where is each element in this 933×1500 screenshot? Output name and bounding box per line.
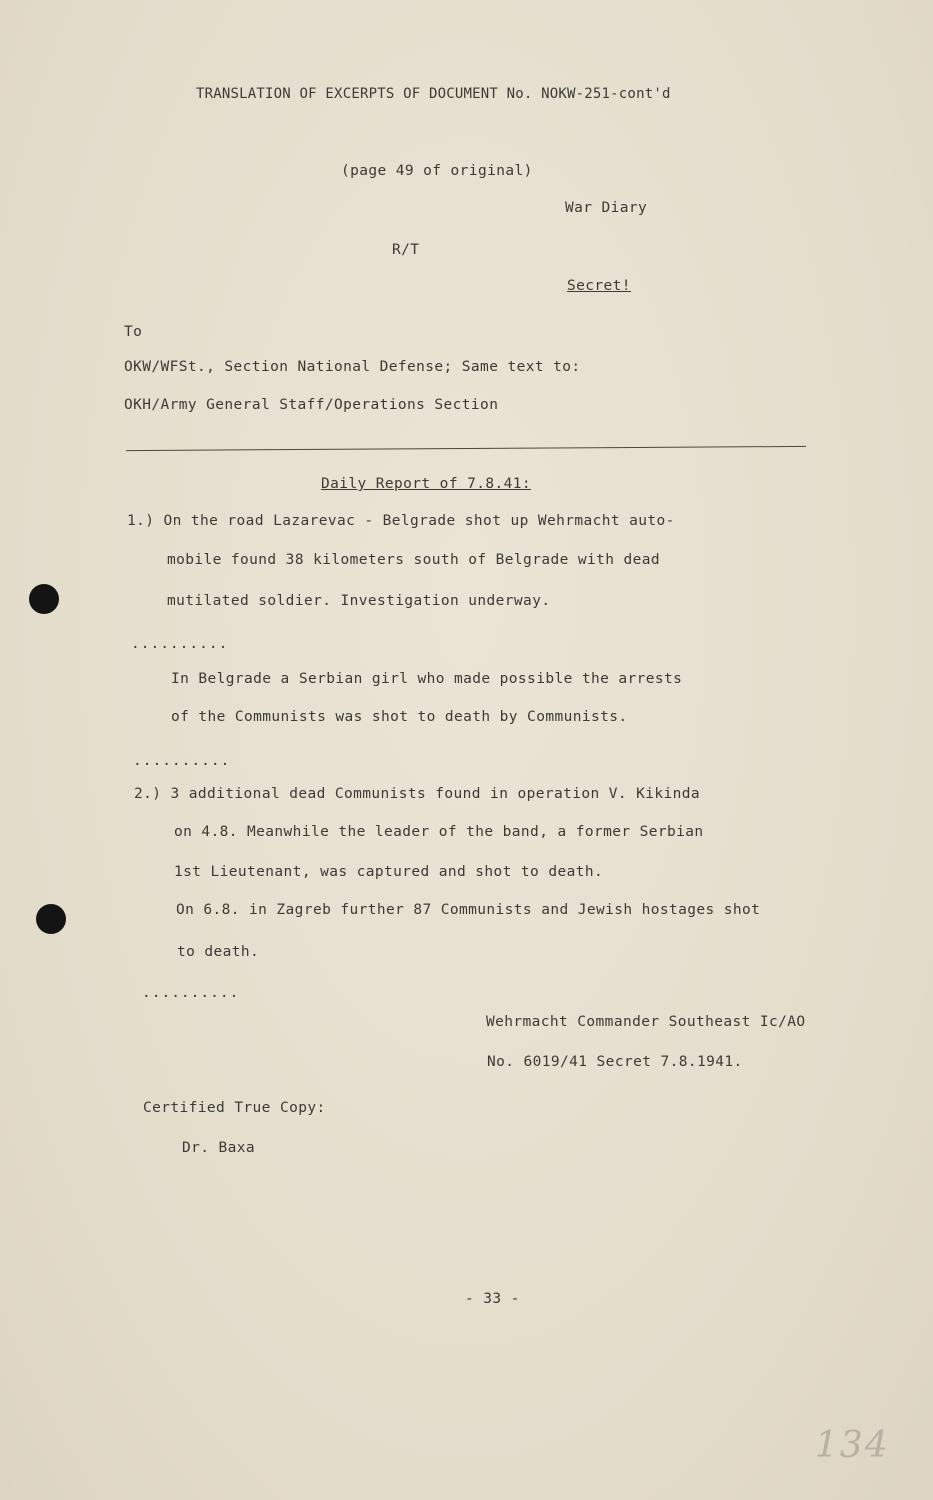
secret-label: Secret! xyxy=(567,278,631,294)
rt-label: R/T xyxy=(392,242,420,258)
addressee-line-2: OKH/Army General Staff/Operations Section xyxy=(124,397,499,413)
addressee-to: To xyxy=(124,324,143,340)
para2-line2: of the Communists was shot to death by Communists. xyxy=(171,709,628,725)
para2-line1: In Belgrade a Serbian girl who made possible the arrests xyxy=(171,671,683,687)
item1-line1: 1.) On the road Lazarevac - Belgrade shot up Wehrmacht auto- xyxy=(127,513,675,529)
war-diary-label: War Diary xyxy=(565,200,648,216)
item2-line3: 1st Lieutenant, was captured and shot to death. xyxy=(174,864,604,880)
document-title: TRANSLATION OF EXCERPTS OF DOCUMENT No. NOKW-251-cont'd xyxy=(196,86,671,102)
signature-line2: No. 6019/41 Secret 7.8.1941. xyxy=(487,1054,743,1070)
handwritten-page-mark: 134 xyxy=(815,1425,890,1466)
signature-line1: Wehrmacht Commander Southeast Ic/AO xyxy=(486,1014,806,1030)
page-reference: (page 49 of original) xyxy=(341,163,533,179)
ellipsis-2: .......... xyxy=(133,753,231,769)
item2-line1: 2.) 3 additional dead Communists found in operation V. Kikinda xyxy=(134,786,701,802)
item2-line2: on 4.8. Meanwhile the leader of the band, a former Serbian xyxy=(174,824,704,840)
certifier-name: Dr. Baxa xyxy=(182,1140,256,1156)
page-number: - 33 - xyxy=(465,1291,520,1307)
item2-line5: to death. xyxy=(177,944,260,960)
punch-hole-bottom xyxy=(36,904,66,934)
ellipsis-1: .......... xyxy=(131,636,229,652)
certified-copy-label: Certified True Copy: xyxy=(143,1100,326,1116)
punch-hole-top xyxy=(29,584,59,614)
addressee-line-1: OKW/WFSt., Section National Defense; Same text to: xyxy=(124,359,581,375)
report-heading: Daily Report of 7.8.41: xyxy=(321,476,531,492)
item2-line4: On 6.8. in Zagreb further 87 Communists and Jewish hostages shot xyxy=(176,902,761,918)
divider-rule xyxy=(126,446,806,451)
item1-line3: mutilated soldier. Investigation underway. xyxy=(167,593,551,609)
ellipsis-3: .......... xyxy=(142,985,240,1001)
item1-line2: mobile found 38 kilometers south of Belgrade with dead xyxy=(167,552,661,568)
